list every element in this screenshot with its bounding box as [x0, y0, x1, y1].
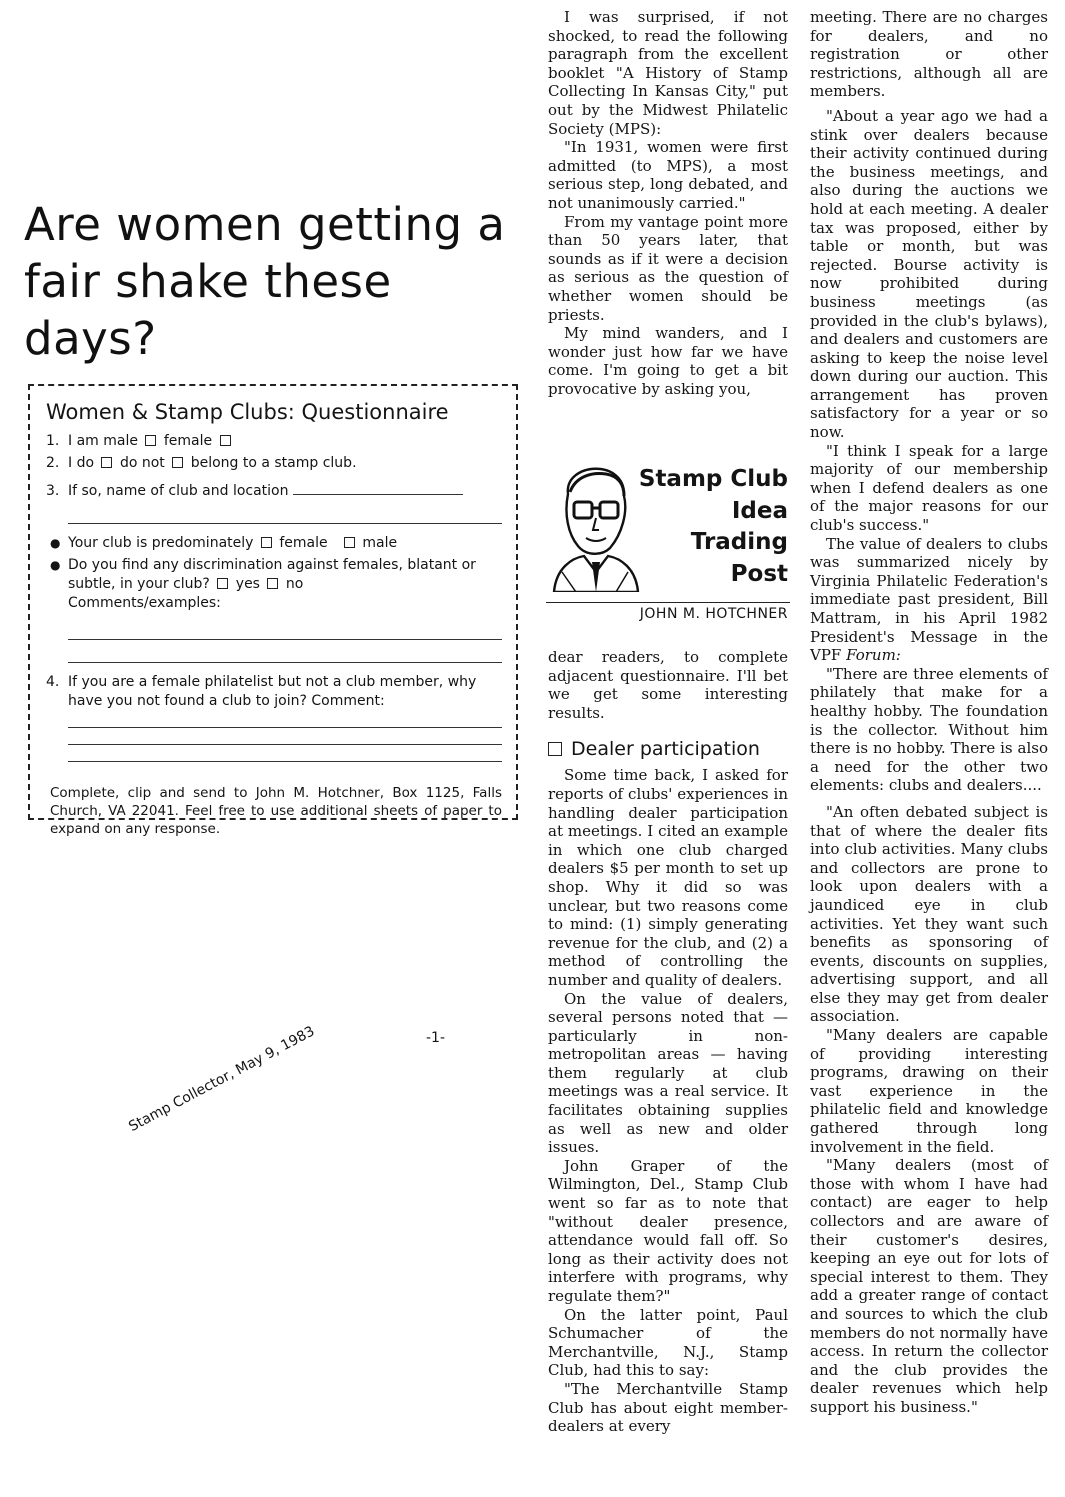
paragraph: Some time back, I asked for reports of clubs' experiences in handling dealer participation at meetings. I cited an example in which one club charged dealers $5 per month to set up shop. Why it did so was unclear, but two reasons come to mind: (1) simply generating revenue for the club, and (2) a method of controlling the number and quality of dealers.: [548, 766, 788, 989]
paragraph: John Graper of the Wilmington, Del., Stamp Club went so far as to note that "without dealer presence, attendance would fall off. So long as their activity does not interfere with programs, why regulate them?": [548, 1156, 788, 1305]
question-text: belong to a stamp club.: [190, 455, 357, 471]
bullet-icon: ●: [50, 558, 61, 572]
answer-line[interactable]: [68, 715, 502, 728]
paragraph: [810, 535, 1048, 665]
paragraph: On the latter point, Paul Schumacher of the Merchantville, N.J., Stamp Club, had this to say:: [548, 1305, 788, 1380]
question-number: 3.: [46, 483, 60, 499]
byline: JOHN M. HOTCHNER: [546, 602, 790, 622]
answer-line[interactable]: [68, 505, 502, 524]
answer-line[interactable]: [293, 482, 463, 495]
answer-line[interactable]: [68, 749, 502, 762]
question-number: 1.: [46, 433, 60, 449]
headline: Are women getting a fair shake these days?: [24, 198, 506, 365]
option-label: female: [163, 433, 213, 449]
logo-line: Post: [730, 560, 788, 587]
bullet-icon: ●: [50, 536, 61, 550]
no-checkbox[interactable]: [267, 578, 278, 589]
paragraph: "The Merchantville Stamp Club has about eight member-dealers at every: [548, 1379, 788, 1436]
question-text: Do you find any discrimination against females, blatant or subtle, in your club?: [68, 557, 476, 592]
question-1: [46, 432, 502, 451]
question-text: If you are a female philatelist but not a club member, why have you not found a club to join? Comment:: [68, 674, 477, 709]
comments-label: Comments/examples:: [68, 595, 221, 611]
questionnaire-footer: Complete, clip and send to John M. Hotchner, Box 1125, Falls Church, VA 22041. Feel free to use additional sheets of paper to expand on any response.: [50, 785, 502, 837]
do-belong-checkbox[interactable]: [101, 457, 112, 468]
paragraph: meeting. There are no charges for dealers, and no registration or other restrictions, although all are members.: [810, 8, 1048, 101]
yes-checkbox[interactable]: [217, 578, 228, 589]
predominately-male-checkbox[interactable]: [344, 537, 355, 548]
publication-name: Forum:: [846, 646, 901, 665]
question-2: [46, 454, 502, 473]
male-checkbox[interactable]: [145, 435, 156, 446]
option-label: I do: [68, 455, 95, 471]
logo-line: Stamp Club: [638, 466, 788, 492]
paragraph: From my vantage point more than 50 years later, that sounds as if it were a decision as serious as the question of whether women should be priests.: [548, 212, 788, 324]
paragraph: "About a year ago we had a stink over dealers because their activity continued during the business meetings, and also during the auctions we hold at each meeting. A dealer tax was proposed, either by table or month, but was rejected. Bourse activity is now prohibited during business meetings (as provided in the club's bylaws), and dealers and customers are asking to keep the noise level down during our auction. This arrangement has proven satisfactory for a year or so now.: [810, 106, 1048, 442]
questionnaire-box: [28, 384, 518, 837]
bullet-predominately: [46, 534, 502, 553]
column-logo: [546, 452, 790, 622]
bullet-discrimination: [46, 556, 502, 613]
paragraph: "Many dealers (most of those with whom I have had contact) are eager to help collectors and are aware of their customer's desires, keeping an eye out for lots of special interest to them. They add a greater range of contact and sources to which the club members do not normally have access. In return the collector and the club provides the dealer revenues which help support his business.": [810, 1156, 1048, 1416]
question-3: [46, 482, 502, 501]
paragraph: I was surprised, if not shocked, to read the following paragraph from the excellent booklet "A History of Stamp Collecting In Kansas City," put out by the Midwest Philatelic Society (MPS):: [548, 8, 788, 138]
column-2-top: [548, 8, 788, 398]
answer-line[interactable]: [68, 644, 502, 663]
paragraph: On the value of dealers, several persons noted that — particularly in non-metropolitan areas — having them regularly at club meetings was a real service. It facilitates obtaining supplies as well as new and older issues.: [548, 989, 788, 1157]
paragraph: "An often debated subject is that of where the dealer fits into club activities. Many clubs and collectors are prone to look upon dealers with a jaundiced eye in club activities. Yet they want such benefits as sponsoring of events, discounts on supplies, advertising support, and all else they may get from dealer association.: [810, 802, 1048, 1026]
paragraph-text: The value of dealers to clubs was summarized nicely by Virginia Philatelic Federation's immediate past president, Bill Mattram, in his April 1982 President's Message in the VPF: [810, 534, 1048, 665]
do-not-belong-checkbox[interactable]: [172, 457, 183, 468]
square-bullet-icon: [548, 742, 562, 756]
question-number: 4.: [46, 674, 60, 690]
section-heading: [548, 736, 788, 762]
column-2-bottom: [548, 648, 788, 1436]
questionnaire-title: Women & Stamp Clubs: Questionnaire: [46, 400, 449, 424]
question-number: 2.: [46, 455, 60, 471]
option-label: yes: [235, 576, 260, 592]
logo-line: Idea: [731, 497, 788, 524]
paragraph: "I think I speak for a large majority of our membership when I defend dealers as one of the major reasons for our club's success.": [810, 441, 1048, 535]
question-text: Your club is predominately: [68, 535, 254, 551]
paragraph: "In 1931, women were first admitted (to MPS), a most serious step, long debated, and not unanimously carried.": [548, 138, 788, 212]
source-credit: Stamp Collector, May 9, 1983: [126, 1023, 318, 1136]
column-3: [810, 8, 1048, 1417]
answer-line[interactable]: [68, 732, 502, 745]
paragraph: "There are three elements of philately that make for a healthy hobby. The foundation is the collector. Without him there is no hobby. There is also a need for the other two elements: clubs and dealers....: [810, 664, 1048, 795]
female-checkbox[interactable]: [220, 435, 231, 446]
column-logo-title: [628, 464, 788, 590]
option-label: female: [279, 535, 328, 551]
paragraph: "Many dealers are capable of providing interesting programs, drawing on their vast experience in the philatelic field and knowledge gathered through long involvement in the field.: [810, 1026, 1048, 1156]
option-label: do not: [119, 455, 165, 471]
option-label: no: [285, 576, 304, 592]
predominately-female-checkbox[interactable]: [261, 537, 272, 548]
page-number: -1-: [426, 1030, 446, 1046]
question-text: If so, name of club and location: [68, 483, 289, 499]
section-heading-text: Dealer participation: [571, 738, 760, 761]
paragraph: dear readers, to complete adjacent questionnaire. I'll bet we get some interesting results.: [548, 648, 788, 722]
answer-line[interactable]: [68, 621, 502, 640]
option-label: male: [362, 535, 398, 551]
logo-line: Trading: [690, 529, 788, 555]
paragraph: My mind wanders, and I wonder just how far we have come. I'm going to get a bit provocative by asking you,: [548, 324, 788, 398]
question-text: I am male: [68, 433, 138, 449]
question-4: [46, 673, 502, 711]
